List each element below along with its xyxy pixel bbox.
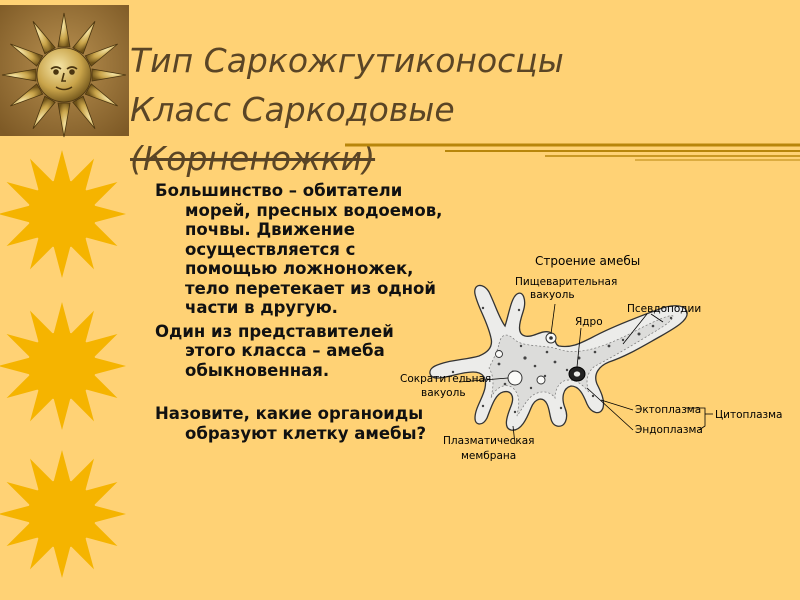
label-nucleus: Ядро [575,316,603,328]
label-cytoplasm: Цитоплазма [715,409,783,421]
sun-icon [0,292,128,440]
paragraph-question: Назовите, какие органоиды образуют клетку амебы? [155,404,427,443]
amoeba-diagram [395,248,783,473]
label-food-vacuole: Пищеварительная вакуоль [515,276,618,301]
decorative-lines [345,142,800,162]
label-ectoplasm: Эктоплазма [635,404,702,416]
sun-icon [0,140,128,288]
paragraph-representative: Один из представителей этого класса – амеба обыкновенная. [155,321,394,380]
paragraph-habitat: Большинство – обитатели морей, пресных водоемов, почвы. Движение осуществляется с помощью ложноножек, тело перетекает из одной части в другую. [155,181,443,317]
contractile-vacuole [508,371,522,385]
nucleolus [574,371,580,376]
food-vacuole [496,351,503,358]
diagram-title: Строение амебы [535,254,641,268]
label-pseudopodia: Псевдоподии [627,303,702,315]
title-line-3: (Корненожки) [130,139,376,178]
label-membrane: Плазматическая мембрана [443,435,535,462]
label-endoplasm: Эндоплазма [635,424,703,436]
title-line-2: Класс Саркодовые [130,90,455,129]
food-vacuole [537,376,545,384]
sun-face-photo [0,5,129,136]
title-line-1: Тип Саркожгутиконосцы [130,41,564,80]
food-particle [549,336,553,340]
label-contractile-vacuole: Сократительная вакуоль [400,373,492,399]
sun-icon [0,440,128,588]
